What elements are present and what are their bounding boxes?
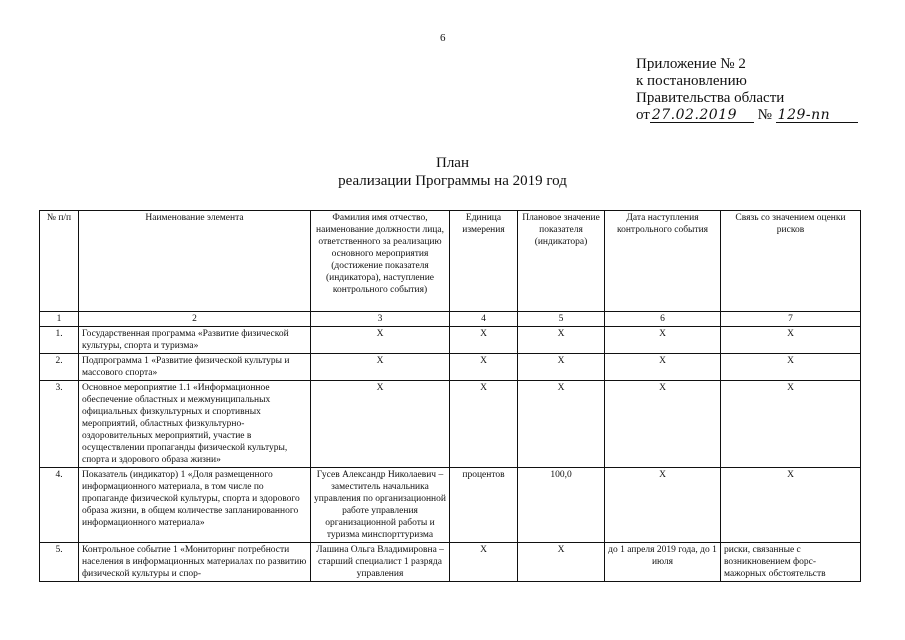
appendix-date-line bbox=[636, 107, 858, 124]
row-unit: X bbox=[450, 327, 518, 354]
row-risk-link: X bbox=[721, 468, 861, 543]
row-risk-link: X bbox=[721, 327, 861, 354]
row-planned-value: X bbox=[518, 543, 605, 582]
row-responsible-person: X bbox=[311, 381, 450, 468]
row-risk-link: X bbox=[721, 354, 861, 381]
table-row bbox=[40, 468, 861, 543]
appendix-block bbox=[636, 56, 858, 124]
table-row bbox=[40, 381, 861, 468]
row-event-date: X bbox=[605, 354, 721, 381]
row-risk-link: риски, связанные с возникновением форс-мажорных обстоятельств bbox=[721, 543, 861, 582]
header-unit: Единица измерения bbox=[450, 211, 518, 312]
row-planned-value: X bbox=[518, 381, 605, 468]
row-element-name: Показатель (индикатор) 1 «Доля размещенного информационного материала, в том числе по пропаганде физической культуры, спорта и здорового образа жизни, в общем количестве запланированного информационного материала» bbox=[79, 468, 311, 543]
row-planned-value: 100,0 bbox=[518, 468, 605, 543]
index-cell: 6 bbox=[605, 312, 721, 327]
row-unit: процентов bbox=[450, 468, 518, 543]
row-responsible-person: X bbox=[311, 354, 450, 381]
table-row bbox=[40, 327, 861, 354]
header-responsible-person: Фамилия имя отчество, наименование должности лица, ответственного за реализацию основного мероприятия (достижение показателя (индикатора), наступление контрольного события) bbox=[311, 211, 450, 312]
index-cell: 3 bbox=[311, 312, 450, 327]
row-number: 3. bbox=[40, 381, 79, 468]
row-element-name: Контрольное событие 1 «Мониторинг потребности населения в информационных материалах по развитию физической культуры и спор- bbox=[79, 543, 311, 582]
row-planned-value: X bbox=[518, 354, 605, 381]
row-unit: X bbox=[450, 354, 518, 381]
row-event-date: X bbox=[605, 381, 721, 468]
header-number: № п/п bbox=[40, 211, 79, 312]
index-cell: 1 bbox=[40, 312, 79, 327]
index-cell: 4 bbox=[450, 312, 518, 327]
date-prefix: от bbox=[636, 107, 650, 123]
appendix-line-resolution: к постановлению bbox=[636, 73, 747, 89]
header-risk-link: Связь со значением оценки рисков bbox=[721, 211, 861, 312]
row-responsible-person: Гусев Александр Николаевич – заместитель начальника управления по организационной работе управления организационной работы и туризма минспорттуризма bbox=[311, 468, 450, 543]
row-number: 4. bbox=[40, 468, 79, 543]
row-unit: X bbox=[450, 381, 518, 468]
header-planned-value: Плановое значение показателя (индикатора) bbox=[518, 211, 605, 312]
row-number: 5. bbox=[40, 543, 79, 582]
row-responsible-person: X bbox=[311, 327, 450, 354]
row-event-date: X bbox=[605, 327, 721, 354]
table-header-row bbox=[40, 211, 861, 312]
row-unit: X bbox=[450, 543, 518, 582]
handwritten-date: 27.02.2019 bbox=[650, 108, 754, 123]
index-cell: 5 bbox=[518, 312, 605, 327]
document-subtitle: реализации Программы на 2019 год bbox=[338, 173, 567, 189]
row-number: 2. bbox=[40, 354, 79, 381]
row-element-name: Подпрограмма 1 «Развитие физической культуры и массового спорта» bbox=[79, 354, 311, 381]
appendix-title: Приложение № 2 bbox=[636, 56, 746, 72]
document-title: План bbox=[435, 155, 469, 171]
row-number: 1. bbox=[40, 327, 79, 354]
row-risk-link: X bbox=[721, 381, 861, 468]
row-event-date: до 1 апреля 2019 года, до 1 июля bbox=[605, 543, 721, 582]
row-element-name: Основное мероприятие 1.1 «Информационное обеспечение областных и межмуниципальных официальных физкультурных и спортивных мероприятий, областных физкультурно-оздоровительных мероприятий, участие в осуществлении пропаганды физической культуры, спорта и здорового образа жизни» bbox=[79, 381, 311, 468]
row-element-name: Государственная программа «Развитие физической культуры, спорта и туризма» bbox=[79, 327, 311, 354]
row-responsible-person: Лашина Ольга Владимировна – старший специалист 1 разряда управления bbox=[311, 543, 450, 582]
number-label: № bbox=[757, 107, 772, 123]
handwritten-number: 129-пп bbox=[776, 108, 858, 123]
row-planned-value: X bbox=[518, 327, 605, 354]
index-cell: 7 bbox=[721, 312, 861, 327]
row-event-date: X bbox=[605, 468, 721, 543]
table-row bbox=[40, 354, 861, 381]
page-number: 6 bbox=[440, 32, 446, 44]
header-event-date: Дата наступления контрольного события bbox=[605, 211, 721, 312]
table-index-row bbox=[40, 312, 861, 327]
appendix-line-government: Правительства области bbox=[636, 90, 785, 106]
index-cell: 2 bbox=[79, 312, 311, 327]
plan-table bbox=[39, 210, 861, 582]
header-element-name: Наименование элемента bbox=[79, 211, 311, 312]
table-row bbox=[40, 543, 861, 582]
